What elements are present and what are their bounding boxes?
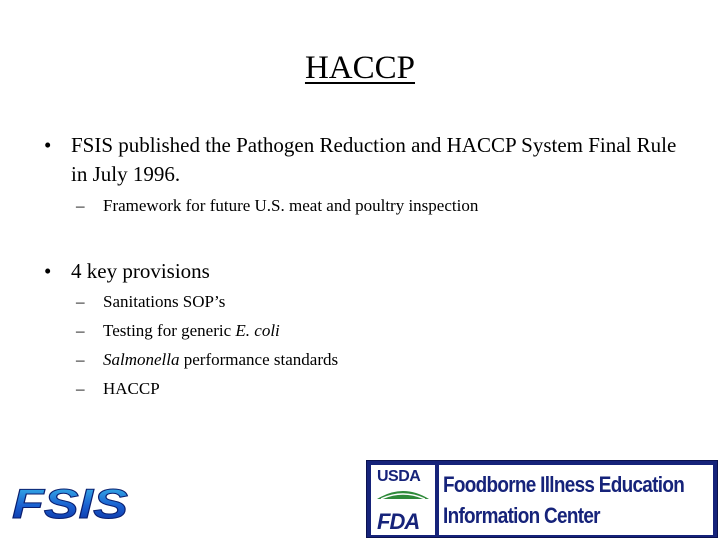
- sub-bullet-text: HACCP: [103, 379, 160, 398]
- dash-marker: –: [76, 321, 85, 340]
- slide-title: [0, 48, 720, 88]
- dash-marker: –: [76, 350, 85, 369]
- fiec-title-line1: Foodborne Illness Education: [443, 472, 685, 497]
- bullet-marker: •: [44, 259, 52, 283]
- fiec-title-line2: Information Center: [443, 503, 600, 528]
- dash-marker: –: [76, 379, 85, 398]
- bullet-marker: •: [44, 133, 52, 157]
- slide-title-text: HACCP: [304, 50, 416, 86]
- dash-marker: –: [76, 196, 85, 215]
- bullet-2-text: 4 key provisions: [71, 259, 210, 283]
- fiec-title-panel: [439, 465, 713, 535]
- fsis-logo-text: FSIS: [12, 480, 128, 526]
- sub-bullet-text: [103, 349, 338, 371]
- fsis-logo: [8, 478, 132, 526]
- bullet-1-text: FSIS published the Pathogen Reduction and HACCP System Final Rule in July 1996.: [71, 133, 677, 186]
- usda-field-icon: [377, 487, 429, 499]
- sub-bullet-text: Sanitations SOP’s: [103, 292, 226, 311]
- sub-bullet-text: [103, 320, 280, 342]
- agency-logos: [371, 465, 435, 535]
- sub-bullet-plain: Testing for generic: [103, 321, 236, 340]
- sub-bullet-italic: E. coli: [235, 321, 280, 340]
- usda-logo: USDA: [377, 468, 421, 485]
- sub-bullet-plain: performance standards: [179, 350, 339, 369]
- dash-marker: –: [76, 292, 85, 311]
- fda-logo: FDA: [377, 509, 420, 534]
- sub-bullet-italic: Salmonella: [103, 350, 180, 369]
- fiec-banner: [366, 460, 718, 538]
- sub-bullet-text: Framework for future U.S. meat and poultry inspection: [103, 196, 479, 215]
